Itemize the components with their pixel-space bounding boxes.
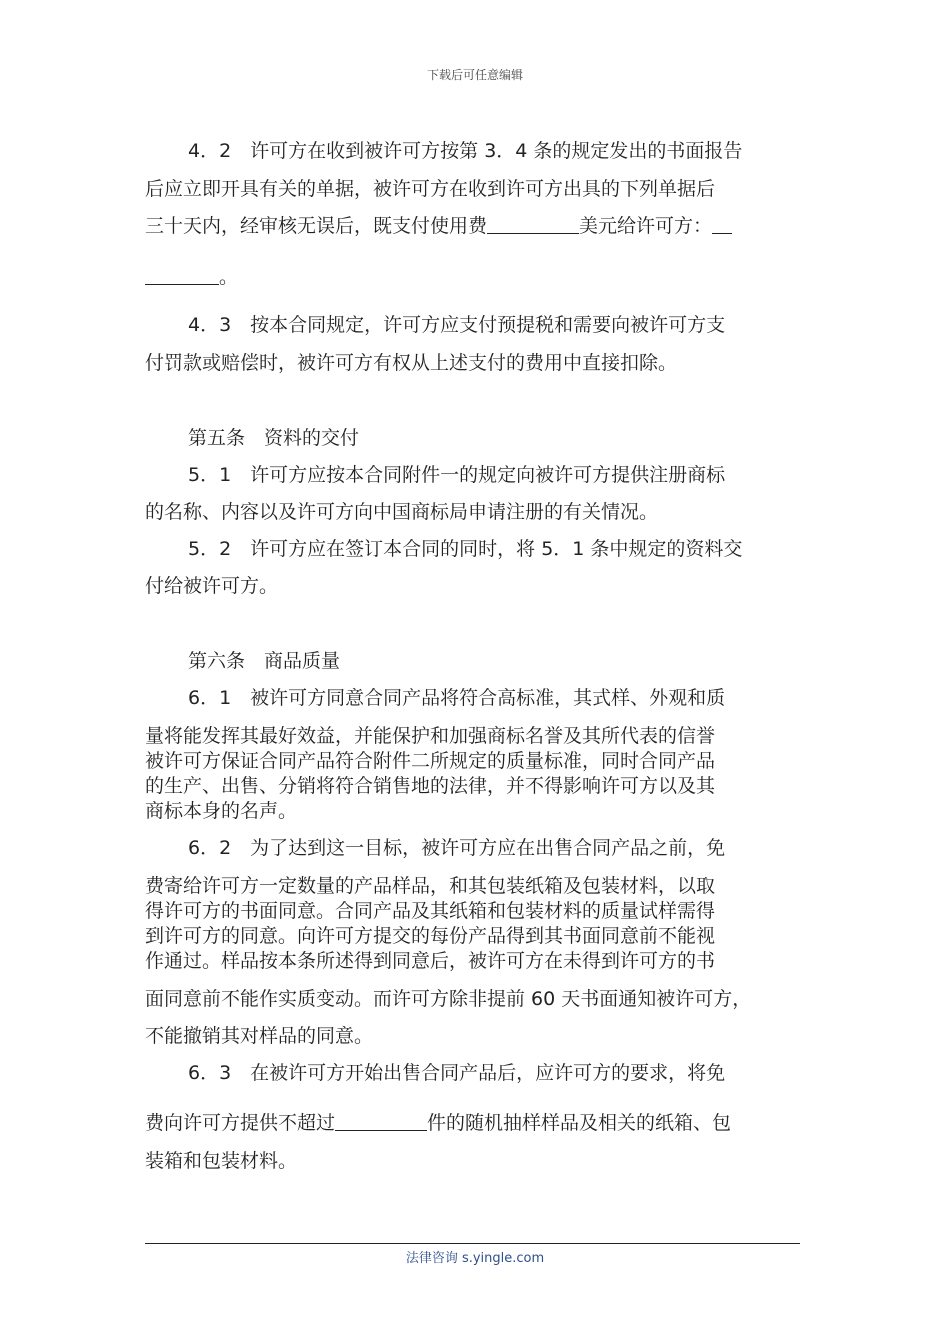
clause-4-2-line-2: 后应立即开具有关的单据，被许可方在收到许可方出具的下列单据后 (145, 178, 716, 200)
document-body (145, 0, 810, 1344)
clause-6-2-line-7: 不能撤销其对样品的同意。 (145, 1025, 374, 1047)
clause-4-2-line-3-text-a: 三十天内，经审核无误后，既支付使用费 (145, 215, 488, 237)
clause-4-2-line-3 (145, 214, 732, 238)
clause-6-3-line-1: 6．3 在被许可方开始出售合同产品后，应许可方的要求，将免 (188, 1062, 726, 1084)
clause-4-3-line-2: 付罚款或赔偿时，被许可方有权从上述支付的费用中直接扣除。 (145, 352, 678, 374)
clause-5-1-line-1: 5．1 许可方应按本合同附件一的规定向被许可方提供注册商标 (188, 464, 726, 486)
clause-6-1-line-1: 6．1 被许可方同意合同产品将符合高标准，其式样、外观和质 (188, 687, 726, 709)
clause-4-3-line-1: 4．3 按本合同规定，许可方应支付预提税和需要向被许可方支 (188, 314, 726, 336)
clause-6-2-line-5: 作通过。样品按本条所述得到同意后，被许可方在未得到许可方的书 (145, 950, 716, 972)
clause-5-2-line-2: 付给被许可方。 (145, 575, 279, 597)
clause-6-1-line-4: 的生产、出售、分销将符合销售地的法律，并不得影响许可方以及其 (145, 775, 716, 797)
clause-6-1-line-5: 商标本身的名声。 (145, 800, 298, 822)
clause-4-2-line-3-text-b: 美元给许可方： (579, 215, 713, 237)
sample-count-blank (335, 1111, 427, 1131)
clause-6-2-line-4: 到许可方的同意。向许可方提交的每份产品得到其书面同意前不能视 (145, 925, 716, 947)
clause-5-1-line-2: 的名称、内容以及许可方向中国商标局申请注册的有关情况。 (145, 501, 659, 523)
clause-6-3-line-2-text-b: 件的随机抽样样品及相关的纸箱、包 (427, 1112, 732, 1134)
clause-4-2-line-4-text: 。 (219, 266, 239, 288)
payee-blank-end (145, 265, 219, 285)
clause-6-2-line-2: 费寄给许可方一定数量的产品样品，和其包装纸箱及包装材料，以取 (145, 875, 716, 897)
clause-6-3-line-2-text-a: 费向许可方提供不超过 (145, 1112, 336, 1134)
article-5-title: 第五条 资料的交付 (188, 427, 360, 449)
clause-6-3-line-2 (145, 1111, 731, 1135)
clause-6-1-line-2: 量将能发挥其最好效益，并能保护和加强商标名誉及其所代表的信誉 (145, 725, 716, 747)
article-6-title: 第六条 商品质量 (188, 650, 341, 672)
clause-5-2-line-1: 5．2 许可方应在签订本合同的同时，将 5．1 条中规定的资料交 (188, 538, 743, 560)
fee-amount-blank (487, 214, 579, 234)
clause-6-2-line-1: 6．2 为了达到这一目标，被许可方应在出售合同产品之前，免 (188, 837, 726, 859)
page-header: 下载后可任意编辑 (426, 68, 523, 82)
clause-6-2-line-3: 得许可方的书面同意。合同产品及其纸箱和包装材料的质量试样需得 (145, 900, 716, 922)
footer-divider (145, 1243, 800, 1244)
clause-4-2-line-4 (145, 265, 238, 289)
clause-4-2-line-1: 4．2 许可方在收到被许可方按第 3．4 条的规定发出的书面报告 (188, 140, 743, 162)
clause-6-3-line-3: 装箱和包装材料。 (145, 1150, 298, 1172)
clause-6-1-line-3: 被许可方保证合同产品符合附件二所规定的质量标准，同时合同产品 (145, 750, 716, 772)
payee-blank-start (712, 214, 732, 234)
page-footer: 法律咨询 s.yingle.com (405, 1251, 545, 1266)
clause-6-2-line-6: 面同意前不能作实质变动。而许可方除非提前 60 天书面通知被许可方， (145, 988, 752, 1010)
